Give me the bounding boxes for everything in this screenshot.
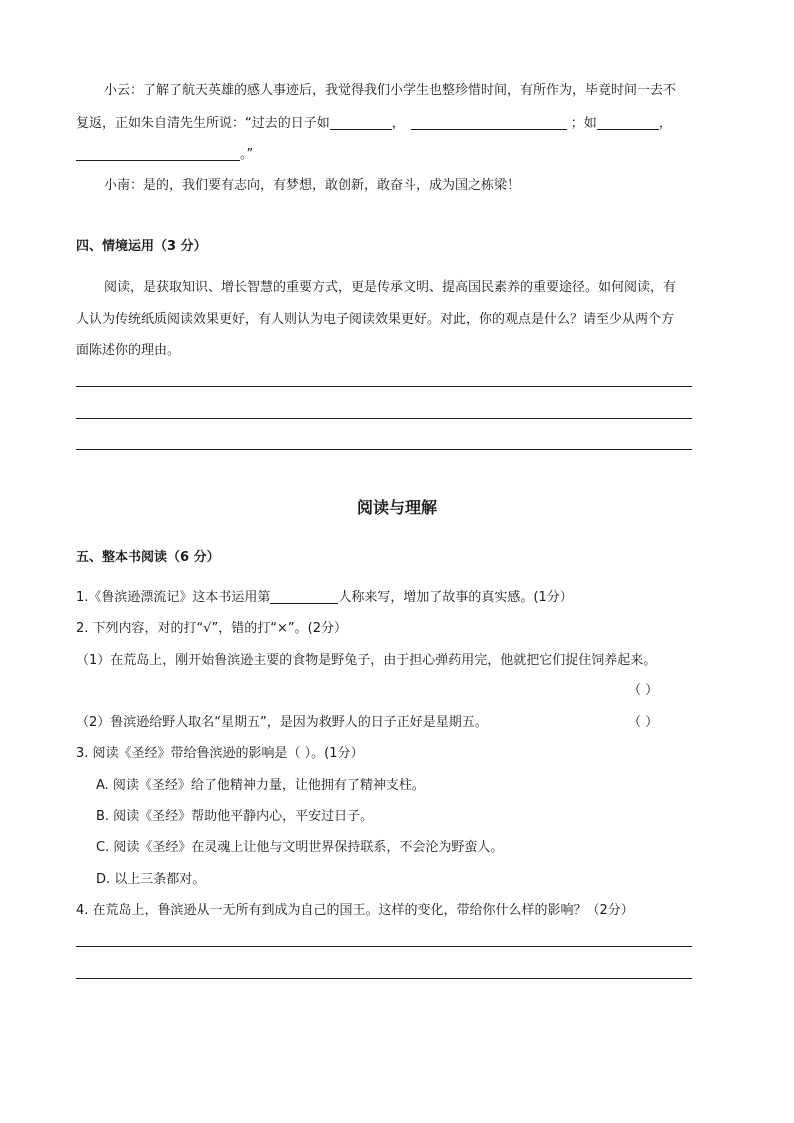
xiaoyun-text-1: 小云：了解了航天英雄的感人事迹后，我觉得我们小学生也整珍惜时间，有所作为，毕竟时间一去不: [104, 83, 677, 98]
answer-paren-2-1[interactable]: （ ）: [628, 683, 659, 698]
xiaoyun-text-2a: 复返，正如朱自清先生所说：“过去的日子如: [76, 116, 330, 131]
question-1: [76, 589, 573, 607]
answer-line-q4-2[interactable]: [76, 978, 692, 979]
section4-para-line-2: 人认为传统纸质阅读效果更好，有人则认为电子阅读效果更好。对此，你的观点是什么？请至少从两个方: [76, 312, 675, 327]
question-1-text-b: 人称来写，增加了故事的真实感。(1分）: [338, 590, 573, 605]
question-2: 2. 下列内容，对的打“√”，错的打“×”。(2分）: [76, 621, 347, 636]
answer-line-2[interactable]: [76, 418, 692, 419]
xiaoyun-text-2b: ，: [391, 116, 405, 131]
question-3: 3. 阅读《圣经》带给鲁滨逊的影响是（ ）。(1分）: [76, 746, 364, 761]
section4-para-line-1: 阅读，是获取知识、增长智慧的重要方式，更是传承文明、提高国民素养的重要途径。如何阅读，有: [104, 280, 677, 295]
fill-blank-person[interactable]: [270, 590, 338, 604]
xiaoyun-text-3: 。”: [240, 147, 254, 162]
xiaoyun-line-1: [104, 82, 676, 100]
question-4: 4. 在荒岛上，鲁滨逊从一无所有到成为自己的国王。这样的变化，带给你什么样的影响？（2分）: [76, 903, 634, 918]
fill-blank-4[interactable]: [76, 147, 240, 161]
question-3-option-c[interactable]: C. 阅读《圣经》在灵魂上让他与文明世界保持联系，不会沦为野蛮人。: [96, 840, 504, 855]
answer-line-1[interactable]: [76, 386, 692, 387]
answer-line-3[interactable]: [76, 449, 692, 450]
answer-line-q4-1[interactable]: [76, 946, 692, 947]
section4-para-line-3: 面陈述你的理由。: [76, 343, 181, 358]
fill-blank-1[interactable]: [330, 116, 392, 130]
question-3-option-a[interactable]: A. 阅读《圣经》给了他精神力量，让他拥有了精神支柱。: [96, 778, 425, 793]
fill-blank-3[interactable]: [597, 116, 659, 130]
fill-blank-2[interactable]: [411, 116, 567, 130]
xiaonan-line: [104, 177, 520, 195]
part-title: 阅读与理解: [356, 498, 437, 517]
section4-heading: 四、情境运用（3 分）: [76, 239, 207, 254]
xiaoyun-text-2d: ，: [658, 116, 672, 131]
question-3-option-b[interactable]: B. 阅读《圣经》帮助他平静内心，平安过日子。: [96, 809, 374, 824]
section5-heading: 五、整本书阅读（6 分）: [76, 550, 220, 565]
xiaoyun-line-3: [76, 146, 253, 164]
question-2-item-2: （2）鲁滨逊给野人取名“星期五”，是因为救野人的日子正好是星期五。: [76, 715, 488, 730]
question-2-item-1: （1）在荒岛上，刚开始鲁滨逊主要的食物是野兔子，由于担心弹药用完，他就把它们捉住饲养起来。: [76, 653, 657, 668]
xiaoyun-line-2: [76, 115, 672, 133]
question-3-option-d[interactable]: D. 以上三条都对。: [96, 872, 206, 887]
xiaonan-text: 小南：是的，我们要有志向，有梦想，敢创新，敢奋斗，成为国之栋梁！: [104, 178, 521, 193]
answer-paren-2-2[interactable]: （ ）: [628, 715, 659, 730]
xiaoyun-text-2c: ；如: [570, 116, 597, 131]
question-1-text-a: 1.《鲁滨逊漂流记》这本书运用第: [76, 590, 271, 605]
